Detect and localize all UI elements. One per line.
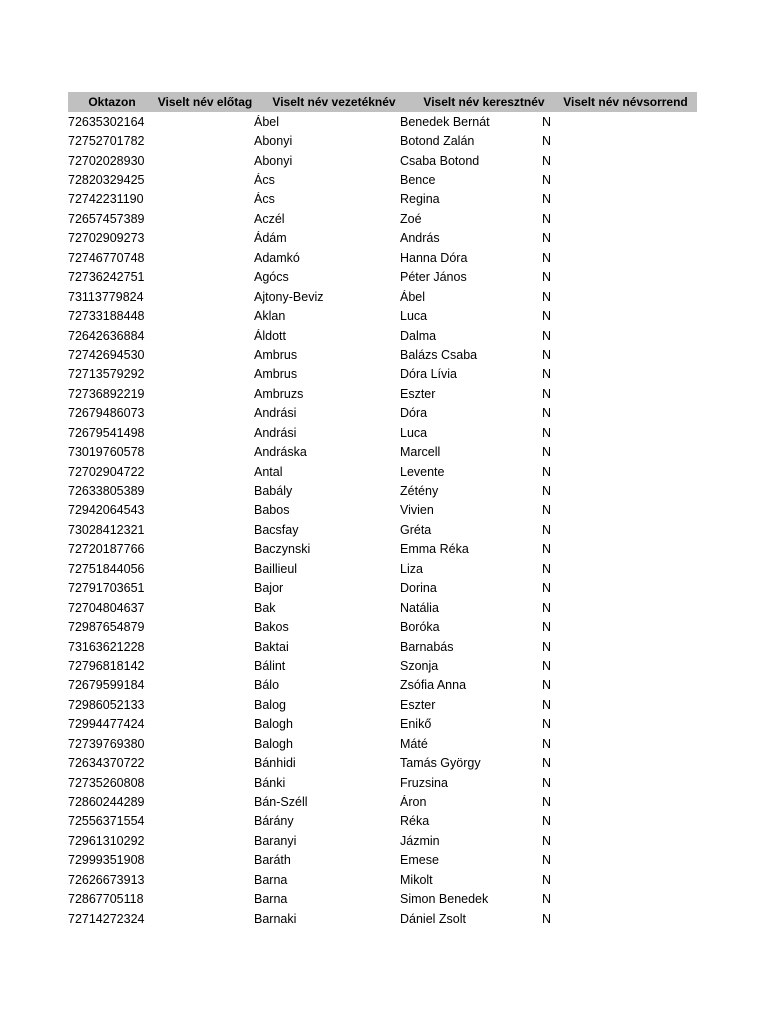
cell-name-order: N: [542, 250, 552, 265]
cell-given-name: Ábel: [400, 289, 426, 304]
cell-given-name: Simon Benedek: [400, 892, 489, 907]
cell-oktazon: 72713579292: [68, 367, 145, 382]
cell-oktazon: 72556371554: [68, 814, 145, 829]
cell-name-order: N: [542, 367, 552, 382]
cell-given-name: Áron: [400, 795, 427, 810]
cell-oktazon: 72702904722: [68, 464, 145, 479]
cell-given-name: Vivien: [400, 503, 434, 518]
cell-given-name: Emese: [400, 853, 439, 868]
cell-name-order: N: [542, 328, 552, 343]
cell-name-order: N: [542, 445, 552, 460]
table-body: [68, 112, 697, 928]
cell-oktazon: 72752701782: [68, 134, 145, 149]
cell-name-order: N: [542, 114, 552, 129]
cell-surname: Barnaki: [254, 911, 297, 926]
cell-given-name: Dalma: [400, 328, 437, 343]
cell-name-order: N: [542, 756, 552, 771]
cell-name-order: N: [542, 406, 552, 421]
cell-surname: Baktai: [254, 639, 289, 654]
cell-oktazon: 72987654879: [68, 620, 145, 635]
header-given-name: Viselt név keresztnév: [423, 95, 545, 109]
cell-given-name: Péter János: [400, 270, 467, 285]
cell-given-name: Boróka: [400, 620, 440, 635]
cell-surname: Babály: [254, 484, 293, 499]
cell-name-order: N: [542, 270, 552, 285]
cell-surname: Bárány: [254, 814, 294, 829]
cell-given-name: Zétény: [400, 484, 439, 499]
table-row: [68, 753, 697, 772]
cell-surname: Bacsfay: [254, 522, 299, 537]
cell-surname: Áldott: [254, 328, 286, 343]
cell-name-order: N: [542, 814, 552, 829]
cell-surname: Ádám: [254, 231, 287, 246]
cell-name-order: N: [542, 853, 552, 868]
table-row: [68, 501, 697, 520]
cell-name-order: N: [542, 795, 552, 810]
table-row: [68, 890, 697, 909]
cell-name-order: N: [542, 484, 552, 499]
table-row: [68, 909, 697, 928]
table-row: [68, 268, 697, 287]
cell-oktazon: 72746770748: [68, 250, 145, 265]
table-row: [68, 598, 697, 617]
cell-oktazon: 72867705118: [68, 892, 144, 907]
cell-name-order: N: [542, 639, 552, 654]
cell-given-name: Hanna Dóra: [400, 250, 468, 265]
cell-name-order: N: [542, 231, 552, 246]
table-row: [68, 579, 697, 598]
table-row: [68, 734, 697, 753]
student-table: [68, 92, 697, 928]
cell-name-order: N: [542, 600, 552, 615]
header-surname: Viselt név vezetéknév: [272, 95, 396, 109]
cell-name-order: N: [542, 542, 552, 557]
cell-given-name: Zoé: [400, 211, 422, 226]
cell-surname: Aczél: [254, 211, 285, 226]
cell-given-name: Dániel Zsolt: [400, 911, 466, 926]
table-row: [68, 131, 697, 150]
cell-surname: Baranyi: [254, 833, 297, 848]
cell-given-name: Zsófia Anna: [400, 678, 467, 693]
cell-surname: Ambruzs: [254, 386, 304, 401]
cell-oktazon: 72626673913: [68, 872, 145, 887]
cell-given-name: Csaba Botond: [400, 153, 480, 168]
cell-given-name: Natália: [400, 600, 439, 615]
cell-oktazon: 72679541498: [68, 425, 145, 440]
cell-surname: Bánhidi: [254, 756, 296, 771]
table-row: [68, 384, 697, 403]
cell-oktazon: 72961310292: [68, 833, 145, 848]
cell-name-order: N: [542, 717, 552, 732]
cell-oktazon: 72657457389: [68, 211, 145, 226]
cell-name-order: N: [542, 581, 552, 596]
table-row: [68, 442, 697, 461]
cell-surname: Andrási: [254, 425, 297, 440]
cell-oktazon: 72994477424: [68, 717, 145, 732]
cell-given-name: Réka: [400, 814, 430, 829]
cell-oktazon: 73163621228: [68, 639, 145, 654]
table-row: [68, 851, 697, 870]
cell-name-order: N: [542, 134, 552, 149]
cell-name-order: N: [542, 192, 552, 207]
table-row: [68, 831, 697, 850]
cell-surname: Babos: [254, 503, 290, 518]
cell-oktazon: 73113779824: [68, 289, 144, 304]
cell-given-name: Emma Réka: [400, 542, 469, 557]
cell-given-name: Tamás György: [400, 756, 481, 771]
cell-surname: Bánki: [254, 775, 286, 790]
cell-oktazon: 72679486073: [68, 406, 145, 421]
table-row: [68, 345, 697, 364]
cell-given-name: Liza: [400, 561, 423, 576]
cell-given-name: Balázs Csaba: [400, 347, 478, 362]
cell-name-order: N: [542, 289, 552, 304]
cell-given-name: Luca: [400, 425, 428, 440]
cell-surname: Aklan: [254, 309, 286, 324]
cell-oktazon: 72634370722: [68, 756, 145, 771]
table-row: [68, 112, 697, 131]
cell-name-order: N: [542, 620, 552, 635]
table-row: [68, 540, 697, 559]
cell-surname: Ács: [254, 173, 275, 188]
cell-oktazon: 72796818142: [68, 658, 145, 673]
table-row: [68, 559, 697, 578]
cell-surname: Barna: [254, 892, 288, 907]
cell-oktazon: 72720187766: [68, 542, 145, 557]
cell-given-name: Dóra: [400, 406, 428, 421]
cell-given-name: András: [400, 231, 440, 246]
cell-given-name: Szonja: [400, 658, 439, 673]
cell-given-name: Enikő: [400, 717, 432, 732]
cell-oktazon: 73028412321: [68, 522, 145, 537]
cell-name-order: N: [542, 736, 552, 751]
cell-name-order: N: [542, 658, 552, 673]
cell-oktazon: 72999351908: [68, 853, 145, 868]
table-row: [68, 248, 697, 267]
table-row: [68, 404, 697, 423]
cell-surname: Baillieul: [254, 561, 298, 576]
cell-given-name: Eszter: [400, 697, 436, 712]
cell-surname: Abonyi: [254, 153, 293, 168]
table-row: [68, 870, 697, 889]
table-row: [68, 695, 697, 714]
cell-oktazon: 72751844056: [68, 561, 145, 576]
cell-surname: Bálo: [254, 678, 280, 693]
table-row: [68, 326, 697, 345]
table-row: [68, 676, 697, 695]
table-row: [68, 520, 697, 539]
table-row: [68, 773, 697, 792]
table-row: [68, 151, 697, 170]
table-row: [68, 190, 697, 209]
table-row: [68, 209, 697, 228]
cell-surname: Ajtony-Beviz: [254, 289, 324, 304]
cell-given-name: Botond Zalán: [400, 134, 475, 149]
cell-name-order: N: [542, 775, 552, 790]
cell-oktazon: 72742231190: [68, 192, 144, 207]
cell-oktazon: 72791703651: [68, 581, 145, 596]
table-row: [68, 715, 697, 734]
cell-surname: Baráth: [254, 853, 291, 868]
cell-oktazon: 72679599184: [68, 678, 145, 693]
cell-oktazon: 72635302164: [68, 114, 145, 129]
cell-name-order: N: [542, 522, 552, 537]
header-name-order: Viselt név névsorrend: [563, 95, 688, 109]
cell-surname: Balogh: [254, 717, 293, 732]
cell-given-name: Barnabás: [400, 639, 454, 654]
cell-surname: Ács: [254, 192, 275, 207]
cell-name-order: N: [542, 697, 552, 712]
cell-name-order: N: [542, 309, 552, 324]
cell-oktazon: 72633805389: [68, 484, 145, 499]
header-prefix: Viselt név előtag: [157, 95, 253, 109]
cell-given-name: Dorina: [400, 581, 437, 596]
cell-oktazon: 72820329425: [68, 173, 145, 188]
cell-oktazon: 73019760578: [68, 445, 145, 460]
cell-given-name: Jázmin: [400, 833, 440, 848]
cell-given-name: Máté: [400, 736, 428, 751]
table-header-row: [68, 92, 697, 112]
cell-surname: Ambrus: [254, 347, 298, 362]
cell-oktazon: 72714272324: [68, 911, 145, 926]
cell-surname: Ambrus: [254, 367, 298, 382]
cell-surname: Abonyi: [254, 134, 293, 149]
cell-oktazon: 72736892219: [68, 386, 145, 401]
cell-oktazon: 72702028930: [68, 153, 145, 168]
cell-oktazon: 72739769380: [68, 736, 145, 751]
table-row: [68, 637, 697, 656]
cell-surname: Bán-Széll: [254, 795, 308, 810]
cell-oktazon: 72704804637: [68, 600, 145, 615]
cell-name-order: N: [542, 211, 552, 226]
cell-name-order: N: [542, 173, 552, 188]
table-row: [68, 229, 697, 248]
cell-oktazon: 72742694530: [68, 347, 145, 362]
cell-given-name: Marcell: [400, 445, 441, 460]
cell-oktazon: 72860244289: [68, 795, 145, 810]
cell-given-name: Eszter: [400, 386, 436, 401]
cell-surname: Andrási: [254, 406, 297, 421]
cell-surname: Antal: [254, 464, 283, 479]
cell-surname: Barna: [254, 872, 288, 887]
cell-given-name: Luca: [400, 309, 428, 324]
cell-given-name: Levente: [400, 464, 445, 479]
cell-given-name: Fruzsina: [400, 775, 448, 790]
cell-name-order: N: [542, 153, 552, 168]
cell-surname: Bajor: [254, 581, 284, 596]
table-row: [68, 617, 697, 636]
table-row: [68, 365, 697, 384]
cell-given-name: Regina: [400, 192, 440, 207]
cell-name-order: N: [542, 678, 552, 693]
cell-name-order: N: [542, 347, 552, 362]
cell-oktazon: 72942064543: [68, 503, 145, 518]
cell-surname: Balog: [254, 697, 286, 712]
table-row: [68, 481, 697, 500]
cell-oktazon: 72986052133: [68, 697, 145, 712]
cell-name-order: N: [542, 561, 552, 576]
cell-surname: Bakos: [254, 620, 289, 635]
cell-name-order: N: [542, 386, 552, 401]
table-row: [68, 656, 697, 675]
cell-surname: Ábel: [254, 114, 280, 129]
header-oktazon: Oktazon: [88, 95, 136, 109]
cell-oktazon: 72702909273: [68, 231, 145, 246]
cell-oktazon: 72735260808: [68, 775, 145, 790]
cell-surname: Adamkó: [254, 250, 300, 265]
cell-given-name: Bence: [400, 173, 436, 188]
cell-oktazon: 72736242751: [68, 270, 145, 285]
table-row: [68, 462, 697, 481]
cell-name-order: N: [542, 833, 552, 848]
cell-given-name: Dóra Lívia: [400, 367, 457, 382]
cell-surname: Agócs: [254, 270, 289, 285]
cell-given-name: Mikolt: [400, 872, 433, 887]
cell-name-order: N: [542, 464, 552, 479]
cell-oktazon: 72733188448: [68, 309, 145, 324]
cell-surname: Balogh: [254, 736, 293, 751]
cell-given-name: Benedek Bernát: [400, 114, 490, 129]
table-row: [68, 812, 697, 831]
cell-name-order: N: [542, 892, 552, 907]
table-row: [68, 423, 697, 442]
cell-surname: Bak: [254, 600, 276, 615]
table-row: [68, 170, 697, 189]
cell-surname: Bálint: [254, 658, 286, 673]
table-row: [68, 792, 697, 811]
cell-name-order: N: [542, 425, 552, 440]
cell-surname: Baczynski: [254, 542, 311, 557]
table-row: [68, 287, 697, 306]
cell-given-name: Gréta: [400, 522, 432, 537]
cell-surname: Andráska: [254, 445, 307, 460]
cell-name-order: N: [542, 911, 552, 926]
cell-name-order: N: [542, 503, 552, 518]
cell-oktazon: 72642636884: [68, 328, 145, 343]
cell-name-order: N: [542, 872, 552, 887]
table-row: [68, 306, 697, 325]
